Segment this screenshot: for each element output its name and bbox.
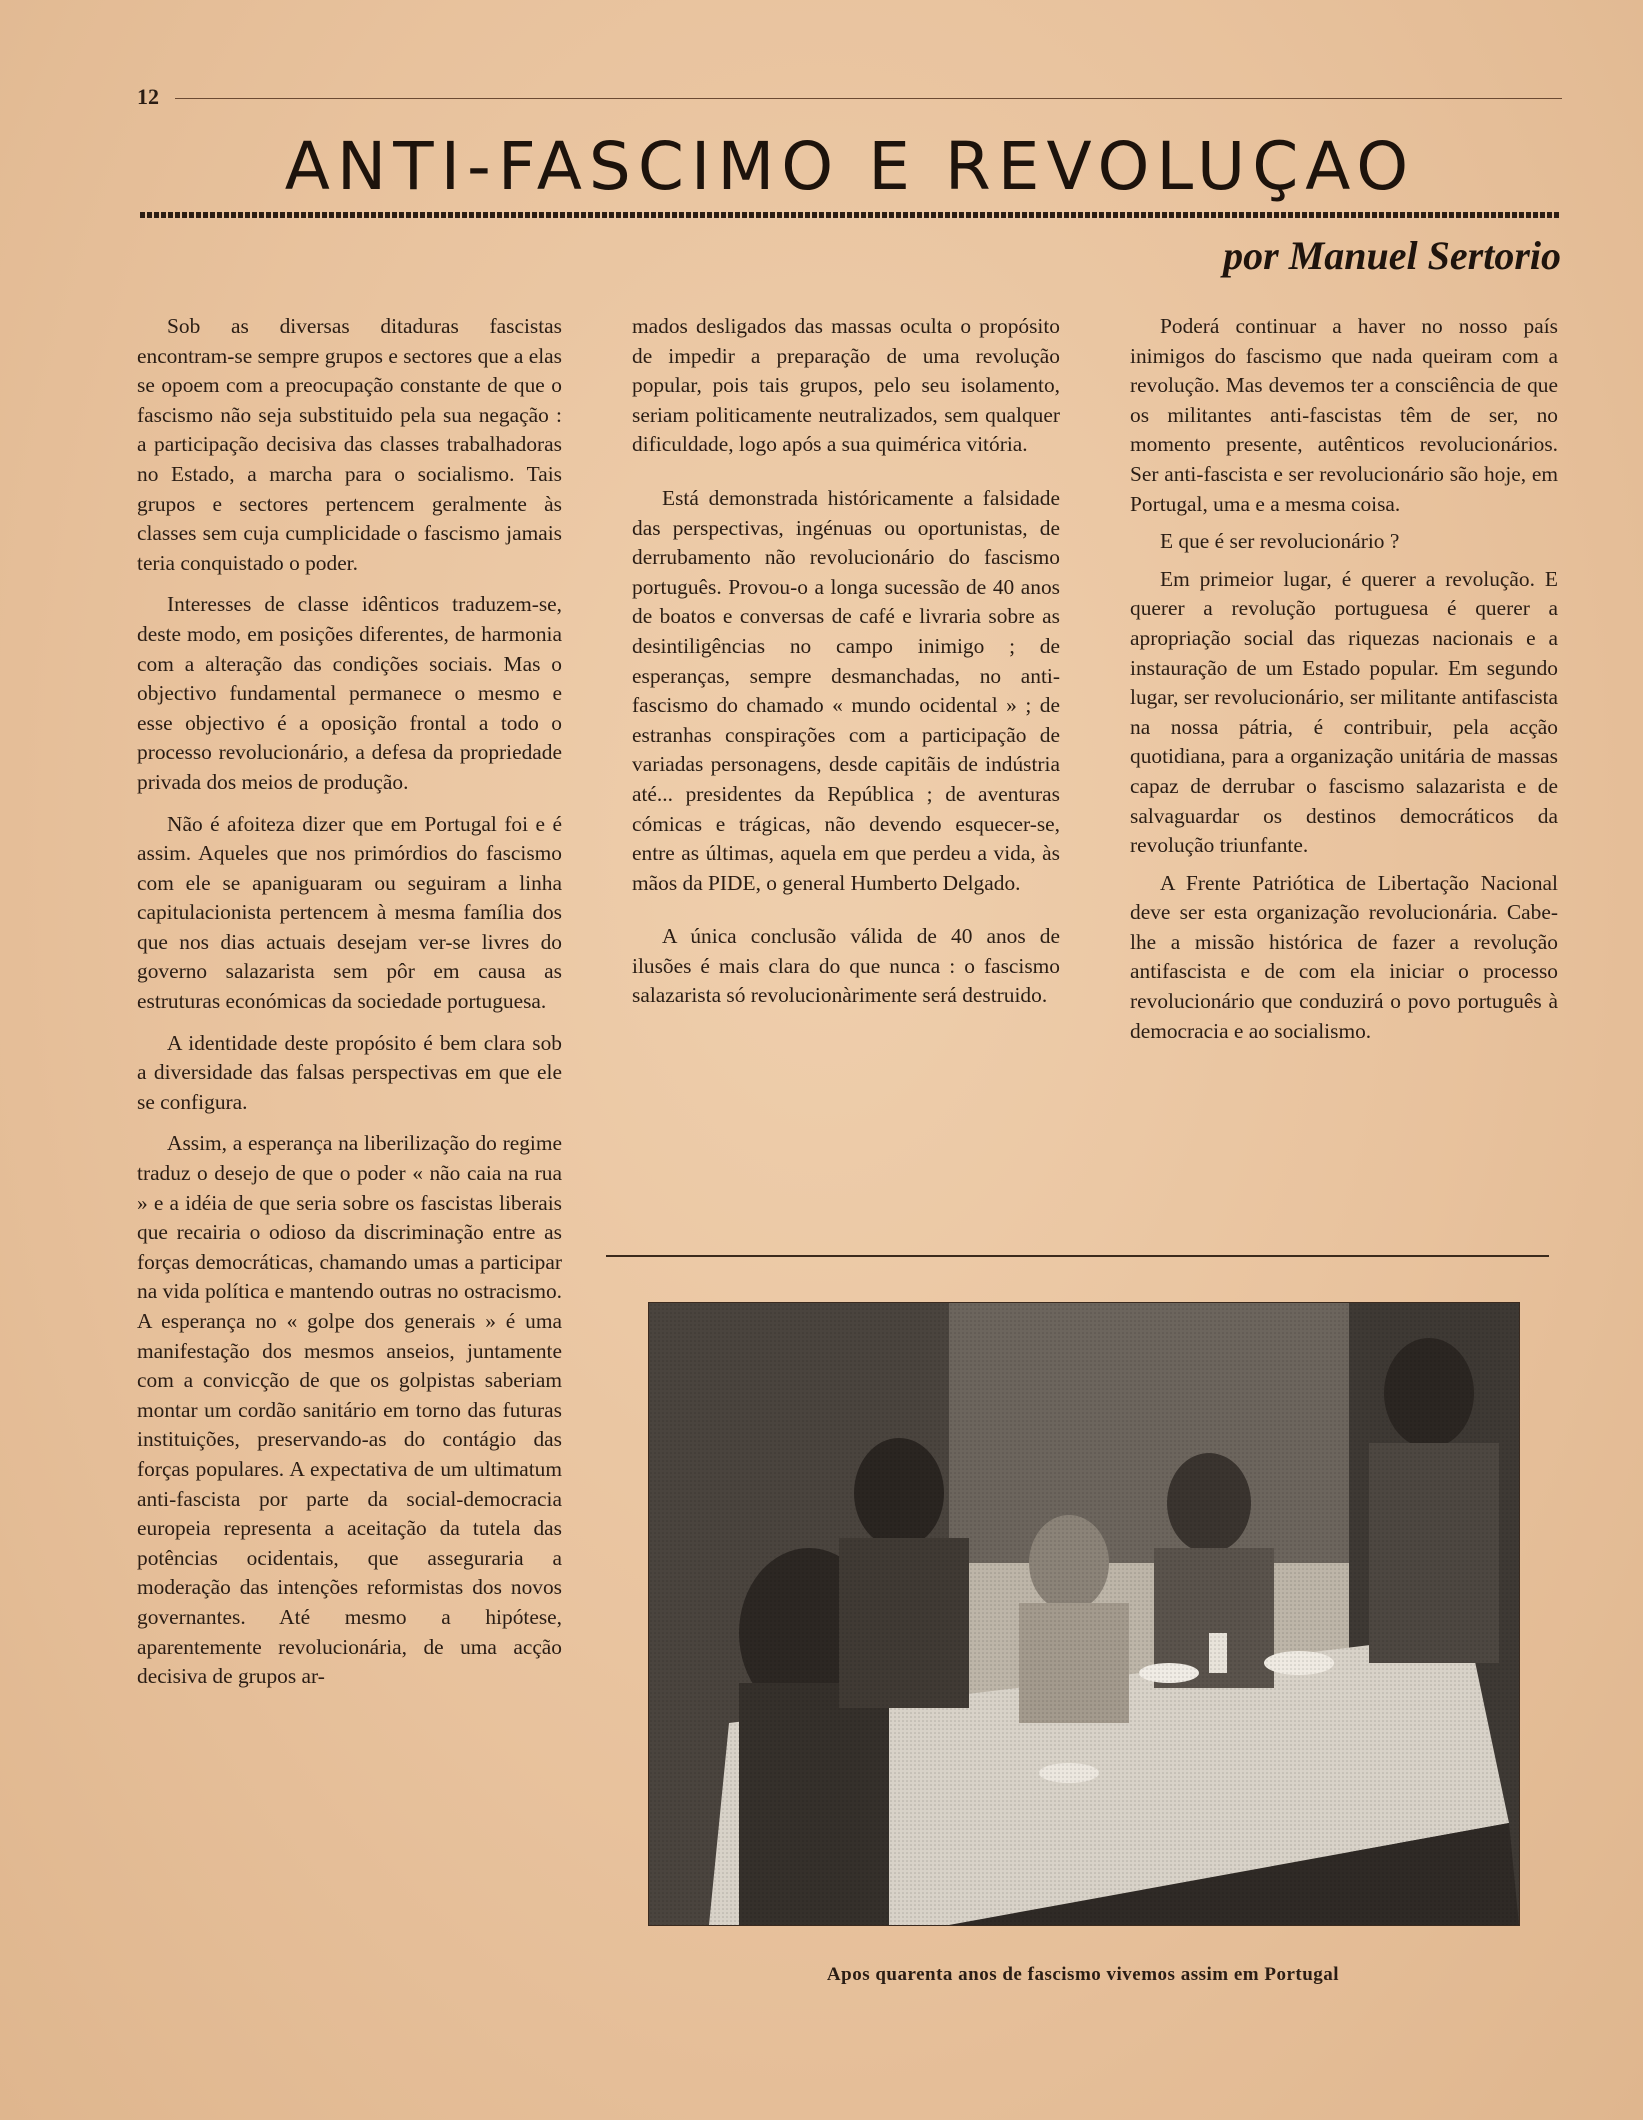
paragraph: E que é ser revolucionário ? [1160, 529, 1400, 554]
paragraph: Poderá continuar a haver no nosso país inimigos do fascismo que nada queiram com a revolução. Mas devemos ter a consciência de que os militantes anti-fascistas têm de ser, no momento presente, autênticos revolucionários. Ser anti-fascista e ser revolucionário são hoje, em Portugal, uma e a mesma coisa. [1130, 314, 1558, 516]
paragraph: A única conclusão válida de 40 anos de ilusões é mais clara do que nunca : o fascismo salazarista só revolucionàrimente será destruido. [632, 924, 1060, 1008]
photo-illustration [649, 1303, 1519, 1925]
paragraph: A Frente Patriótica de Libertação Nacional deve ser esta organização revolucionária. Cabe-lhe a missão histórica de fazer a revolução antifascista e de com ela iniciar o processo revolucionário que conduzirá o povo português à democracia e ao socialismo. [1130, 870, 1558, 1043]
photo-caption: Apos quarenta anos de fascismo vivemos assim em Portugal [826, 1964, 1340, 1985]
top-rule [175, 98, 1562, 99]
paragraph: A identidade deste propósito é bem clara sob a diversidade das falsas perspectivas em que ele se configura. [137, 1030, 562, 1114]
text-column-2 [632, 312, 1060, 1023]
section-divider-rule [606, 1255, 1549, 1257]
paragraph: Em primeior lugar, é querer a revolução. E querer a revolução portuguesa é querer a apropriação social das riquezas nacionais e a instauração de um Estado popular. Em segundo lugar, ser revolucionário, ser militante antifascista na nossa pátria, é contribuir, pela acção quotidiana, para a organização unitária de massas capaz de derrubar o fascismo salazarista e de salvaguardar os destinos democráticos da revolução triunfante. [1130, 566, 1558, 858]
text-column-1 [137, 312, 562, 1704]
paragraph: Interesses de classe idênticos traduzem-se, deste modo, em posições diferentes, de harmonia com a alteração das condições sociais. Mas o objectivo fundamental permanece o mesmo e esse objectivo é a oposição frontal a todo o processo revolucionário, a defesa da propriedade privada dos meios de produção. [137, 592, 562, 794]
paragraph: Sob as diversas ditaduras fascistas encontram-se sempre grupos e sectores que a elas se opoem com a preocupação constante de que o fascismo não seja substituido pela sua negação : a participação decisiva das classes trabalhadoras no Estado, a marcha para o socialismo. Tais grupos e sectores pertencem geralmente às classes sem cuja cumplicidade o fascismo jamais teria conquistado o poder. [137, 314, 562, 575]
headline-dotted-rule [140, 212, 1560, 218]
page-number: 12 [137, 84, 159, 109]
paragraph: Assim, a esperança na liberilização do regime traduz o desejo de que o poder « não caia na rua » e a idéia de que seria sobre os fascistas liberais que recairia o odioso da discriminação entre as forças democráticas, chamando umas a participar na vida política e mantendo outras no ostracismo. A esperança no « golpe dos generais » é uma manifestação dos mesmos anseios, juntamente com a convicção de que os golpistas saberiam montar um cordão sanitário em torno das futuras instituições, preservando-as do contágio das forças populares. A expectativa de um ultimatum anti-fascista por parte da social-democracia europeia representa a aceitação da tutela das potências ocidentais, que asseguraria a moderação das intenções reformistas dos novos governantes. Até mesmo a hipótese, aparentemente revolucionária, de uma acção decisiva de grupos ar- [137, 1131, 562, 1689]
paragraph: mados desligados das massas oculta o propósito de impedir a preparação de uma revolução popular, pois tais grupos, pelo seu isolamento, seriam politicamente neutralizados, sem qualquer dificuldade, logo após a sua quimérica vitória. [632, 314, 1060, 457]
article-headline: ANTI-FASCIMO E REVOLUÇAO [284, 128, 1416, 205]
text-column-3 [1130, 312, 1558, 1054]
family-photo [648, 1302, 1520, 1926]
article-byline: por Manuel Sertorio [1223, 233, 1561, 278]
paragraph: Não é afoiteza dizer que em Portugal foi e é assim. Aqueles que nos primórdios do fascismo com ele se apaniguaram ou seguiram a linha capitulacionista pertencem à mesma família dos que nos dias actuais desejam ver-se livres do governo salazarista sem pôr em causa as estruturas económicas da sociedade portuguesa. [137, 811, 562, 1014]
paragraph: Está demonstrada históricamente a falsidade das perspectivas, ingénuas ou oportunistas, de derrubamento não revolucionário do fascismo português. Provou-o a longa sucessão de 40 anos de boatos e conversas de café e livraria sobre as desintiligências no campo inimigo ; de esperanças, sempre desmanchadas, no anti-fascismo do chamado « mundo ocidental » ; de estranhas conspirações com a participação de variadas personagens, desde capitãis de indústria até... presidentes da República ; de aventuras cómicas e trágicas, não devendo esquecer-se, entre as últimas, aquela em que perdeu a vida, às mãos da PIDE, o general Humberto Delgado. [632, 485, 1060, 895]
